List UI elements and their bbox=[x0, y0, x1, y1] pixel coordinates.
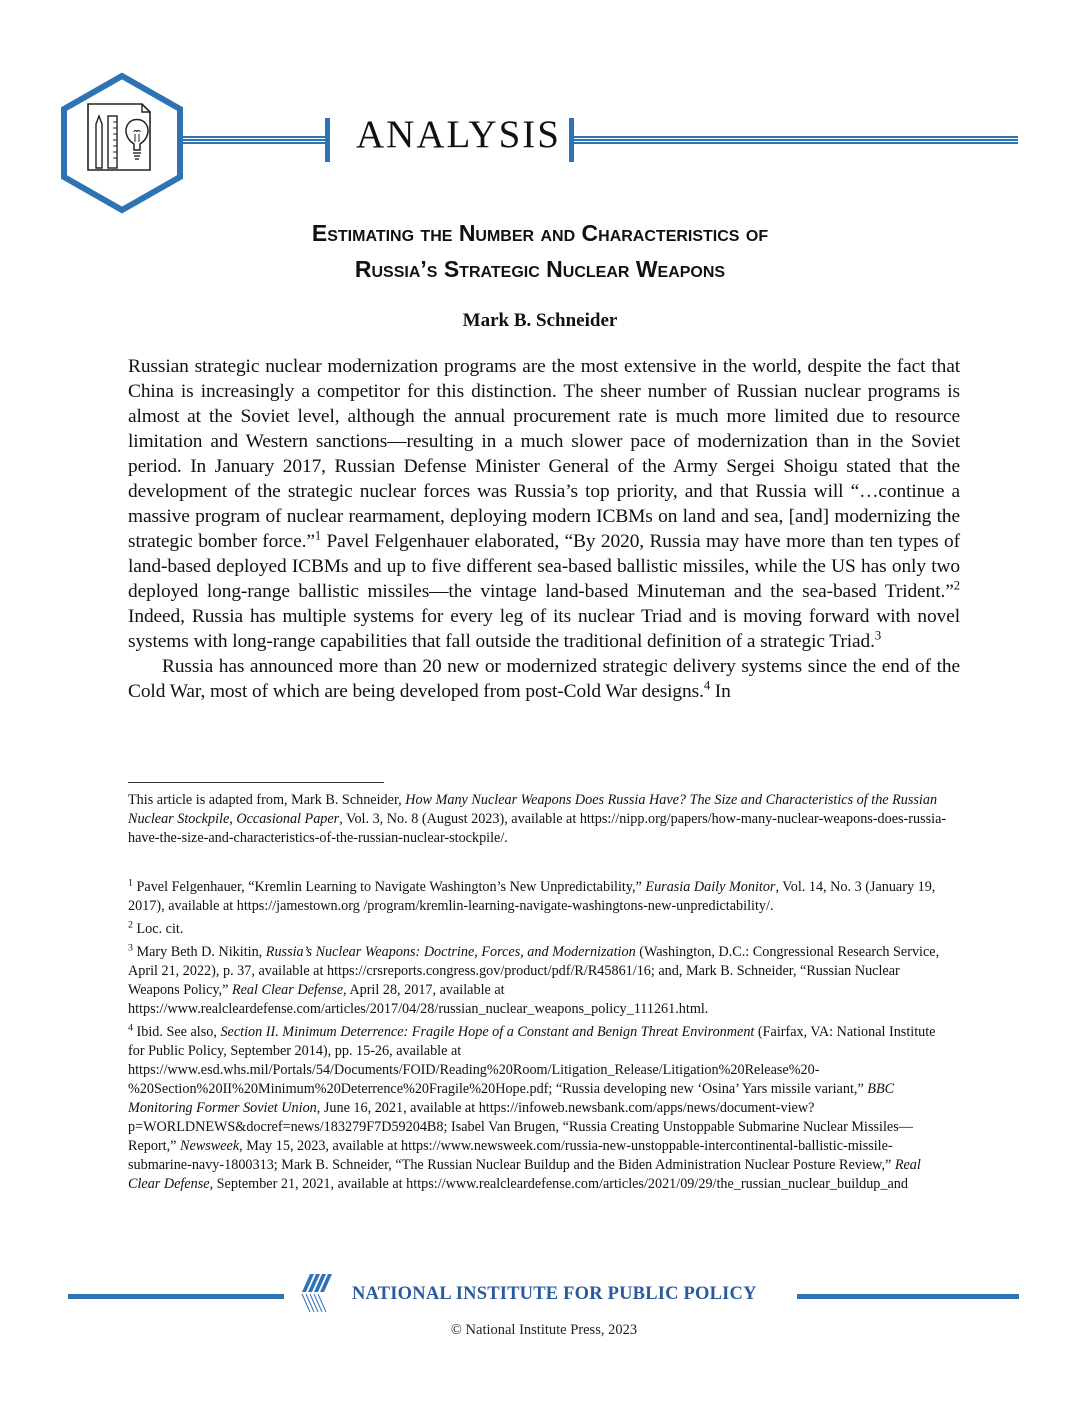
footnote-reference[interactable]: 4 bbox=[703, 678, 711, 693]
footnote-marker: 2 bbox=[128, 919, 133, 931]
header-rule-left bbox=[180, 136, 328, 144]
footnote-item bbox=[128, 878, 948, 916]
text-run: , April 28, 2017, available at https://www.realcleardefense.com/articles/2017/04/28/russian_nuclear_weapons_policy_111261.html. bbox=[128, 982, 709, 1017]
copyright-notice: © National Institute Press, 2023 bbox=[450, 1322, 638, 1338]
article-title-line-1: Estimating the Number and Characteristics of bbox=[311, 220, 769, 246]
text-run: Indeed, Russia has multiple systems for every leg of its nuclear Triad and is moving forward with novel systems with long-range capabilities that fall outside the traditional definition of a strategic Triad. bbox=[128, 606, 960, 652]
footnote-item bbox=[128, 920, 948, 939]
text-run: Pavel Felgenhauer, “Kremlin Learning to Navigate Washington’s New Unpredictability,” bbox=[132, 879, 646, 895]
italic-citation: Russia’s Nuclear Weapons: Doctrine, Forces, and Modernization bbox=[265, 944, 636, 960]
italic-citation: Real Clear Defense bbox=[231, 982, 344, 998]
text-run: (Fairfax, VA: National Institute for Public Policy, September 2014), pp. 15-26, available at https://www.esd.whs.mil/Portals/54/Documents/FOID/Reading%20Room/Litigation_Release/Litigation%20Release%20-%20Section%20II%20Minimum%20Deterrence%20Fragile%20Hope.pdf; “Russia developing new ‘Osina’ Yars missile variant,” bbox=[128, 1024, 936, 1097]
header-bar-left bbox=[325, 118, 330, 162]
text-run: Ibid. See also, bbox=[132, 1024, 221, 1040]
body-paragraph bbox=[128, 654, 960, 704]
text-run: In bbox=[710, 681, 731, 702]
footnote-reference[interactable]: 1 bbox=[314, 528, 322, 543]
section-label: ANALYSIS bbox=[356, 113, 561, 156]
header-rule-right bbox=[572, 136, 1018, 144]
footer-rule-right bbox=[797, 1294, 1019, 1299]
footer-rule-left bbox=[68, 1294, 284, 1299]
text-run: (Washington, D.C.: Congressional Research Service, April 21, 2022), p. 37, available at https://crsreports.congress.gov/product/pdf/R/R45861/16; and, Mark B. Schneider, “Russian Nuclear Weapons Policy,” bbox=[128, 944, 940, 998]
text-run: , June 16, 2021, available at https://infoweb.newsbank.com/apps/news/document-view?p=WORLDNEWS&docref=news/183279F7D59204B8; Isabel Van Brugen, “Russia Creating Unstoppable Submarine Nuclear Missiles—Report,” bbox=[128, 1100, 913, 1154]
article-author: Mark B. Schneider bbox=[462, 310, 618, 331]
footnote-reference[interactable]: 3 bbox=[874, 628, 882, 643]
text-run: Russian strategic nuclear modernization programs are the most extensive in the world, despite the fact that China is increasingly a competitor for this distinction. The sheer number of Russian nuclear programs is almost at the Soviet level, although the annual procurement rate is much more limited due to resource limitation and Western sanctions—resulting in a much slower pace of modernization than in the Soviet period. In January 2017, Russian Defense Minister General of the Army Sergei Shoigu stated that the development of the strategic nuclear forces was Russia’s top priority, and that Russia will “…continue a massive program of nuclear rearmament, deploying modern ICBMs on land and sea, [and] modernizing the strategic bomber force.” bbox=[128, 356, 960, 552]
italic-citation: Newsweek bbox=[180, 1138, 240, 1154]
text-run: , Vol. 3, No. 8 (August 2023), available at https://nipp.org/papers/how-many-nuclear-weapons-does-russia-have-the-size-and-characteristics-of-the-russian-nuclear-stockpile/. bbox=[128, 811, 947, 846]
footnote-separator bbox=[128, 782, 384, 783]
footnote-marker: 1 bbox=[128, 877, 133, 889]
italic-citation: Eurasia Daily Monitor bbox=[645, 879, 776, 895]
italic-citation: Real Clear Defense bbox=[128, 1157, 921, 1192]
footnote-marker: 3 bbox=[128, 942, 133, 954]
italic-citation: BBC Monitoring Former Soviet Union bbox=[128, 1081, 895, 1116]
footnote-item bbox=[128, 1023, 948, 1194]
nipp-stripes-logo-icon bbox=[298, 1272, 340, 1314]
text-run: , May 15, 2023, available at https://www.newsweek.com/russia-new-unstoppable-intercontinental-ballistic-missile-submarine-navy-1800313; Mark B. Schneider, “The Russian Nuclear Buildup and the Biden Administration Nuclear Posture Review,” bbox=[128, 1138, 895, 1173]
footnote-reference[interactable]: 2 bbox=[953, 578, 960, 593]
footnote-marker: 4 bbox=[128, 1022, 133, 1034]
article-body bbox=[128, 354, 960, 704]
text-run: Mary Beth D. Nikitin, bbox=[132, 944, 266, 960]
footnote-source-note bbox=[128, 791, 948, 848]
organization-name: NATIONAL INSTITUTE FOR PUBLIC POLICY bbox=[352, 1284, 757, 1304]
analysis-logo-icon bbox=[58, 72, 186, 214]
text-run: Russia has announced more than 20 new or modernized strategic delivery systems since the end of the Cold War, most of which are being developed from post-Cold War designs. bbox=[128, 656, 960, 702]
body-paragraph bbox=[128, 354, 960, 654]
footnotes bbox=[128, 791, 948, 1198]
italic-citation: Occasional Paper bbox=[236, 811, 340, 827]
text-run: , bbox=[229, 811, 237, 827]
text-run: This article is adapted from, Mark B. Schneider, bbox=[128, 792, 406, 808]
text-run: , Vol. 14, No. 3 (January 19, 2017), available at https://jamestown.org /program/kremlin-learning-navigate-washingtons-new-unpredictability/. bbox=[128, 879, 936, 914]
footnote-item bbox=[128, 943, 948, 1019]
text-run: , September 21, 2021, available at https://www.realcleardefense.com/articles/2021/09/29/the_russian_nuclear_buildup_and bbox=[209, 1176, 908, 1192]
article-title bbox=[140, 215, 940, 287]
italic-citation: How Many Nuclear Weapons Does Russia Have? The Size and Characteristics of the Russian Nuclear Stockpile bbox=[128, 792, 938, 827]
article-title-line-2: Russia’s Strategic Nuclear Weapons bbox=[354, 256, 726, 282]
text-run: Pavel Felgenhauer elaborated, “By 2020, Russia may have more than ten types of land-based deployed ICBMs and up to five different sea-based ballistic missiles, while the US has only two deployed long-range ballistic missiles—the vintage land-based Minuteman and the sea-based Trident.” bbox=[128, 531, 960, 602]
text-run: Loc. cit. bbox=[132, 921, 184, 937]
italic-citation: Section II. Minimum Deterrence: Fragile Hope of a Constant and Benign Threat Environment bbox=[220, 1024, 755, 1040]
